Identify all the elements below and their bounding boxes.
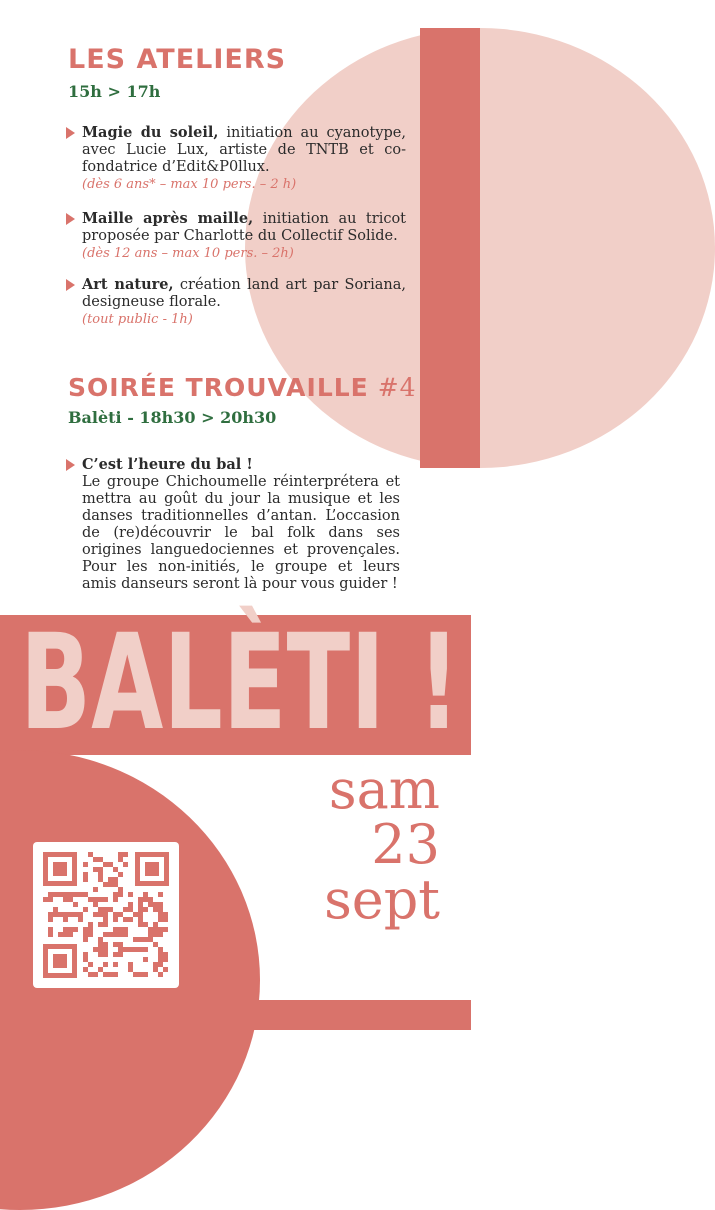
atelier-text: création land art par Soriana, designeuse florale.	[82, 277, 406, 310]
atelier-title: Art nature,	[82, 276, 174, 293]
bottom-band-shape	[0, 1000, 471, 1030]
soiree-item	[66, 456, 400, 593]
date-day: sam	[328, 758, 440, 821]
triangle-bullet-icon	[66, 127, 75, 139]
soiree-text: Le groupe Chichoumelle réinterprétera et mettra au goût du jour la musique et les danses traditionnelles d’antan. L’occasion de (re)découvrir le bal folk dans ses origines languedociennes et provençales. Pour les non-initiés, le groupe et leurs amis danseurs seront là pour vous guider !	[82, 474, 400, 592]
soiree-lead: C’est l’heure du bal !	[82, 456, 253, 473]
qr-code-icon	[33, 842, 179, 988]
atelier-text: initiation au tricot proposée par Charlotte du Collectif Solide.	[82, 211, 407, 244]
atelier-note: (tout public - 1h)	[82, 312, 193, 327]
soiree-number: #4	[368, 373, 417, 402]
qr-code[interactable]	[33, 842, 179, 988]
triangle-bullet-icon	[66, 213, 75, 225]
right-band-shape	[420, 28, 480, 468]
date-number: 23	[371, 813, 440, 876]
event-date	[280, 758, 440, 931]
ateliers-heading: LES ATELIERS	[68, 44, 287, 75]
triangle-bullet-icon	[66, 459, 75, 471]
atelier-note: (dès 6 ans* – max 10 pers. – 2 h)	[82, 177, 297, 192]
soiree-heading	[68, 373, 417, 402]
soiree-time: Balèti - 18h30 > 20h30	[68, 408, 277, 427]
atelier-title: Magie du soleil,	[82, 124, 219, 141]
atelier-note: (dès 12 ans – max 10 pers. – 2h)	[82, 246, 294, 261]
atelier-item	[66, 276, 406, 328]
atelier-item	[66, 124, 406, 193]
ateliers-time: 15h > 17h	[68, 82, 161, 101]
atelier-text: initiation au cyanotype, avec Lucie Lux, artiste de TNTB et co-fondatrice d’Edit&P0llux.	[82, 125, 406, 175]
atelier-item	[66, 210, 406, 262]
date-month: sept	[324, 868, 440, 931]
baleti-word: BALÈTI !	[20, 606, 643, 760]
baleti-banner	[10, 600, 643, 760]
atelier-title: Maille après maille,	[82, 210, 254, 227]
triangle-bullet-icon	[66, 279, 75, 291]
soiree-title: SOIRÉE TROUVAILLE	[68, 373, 369, 402]
